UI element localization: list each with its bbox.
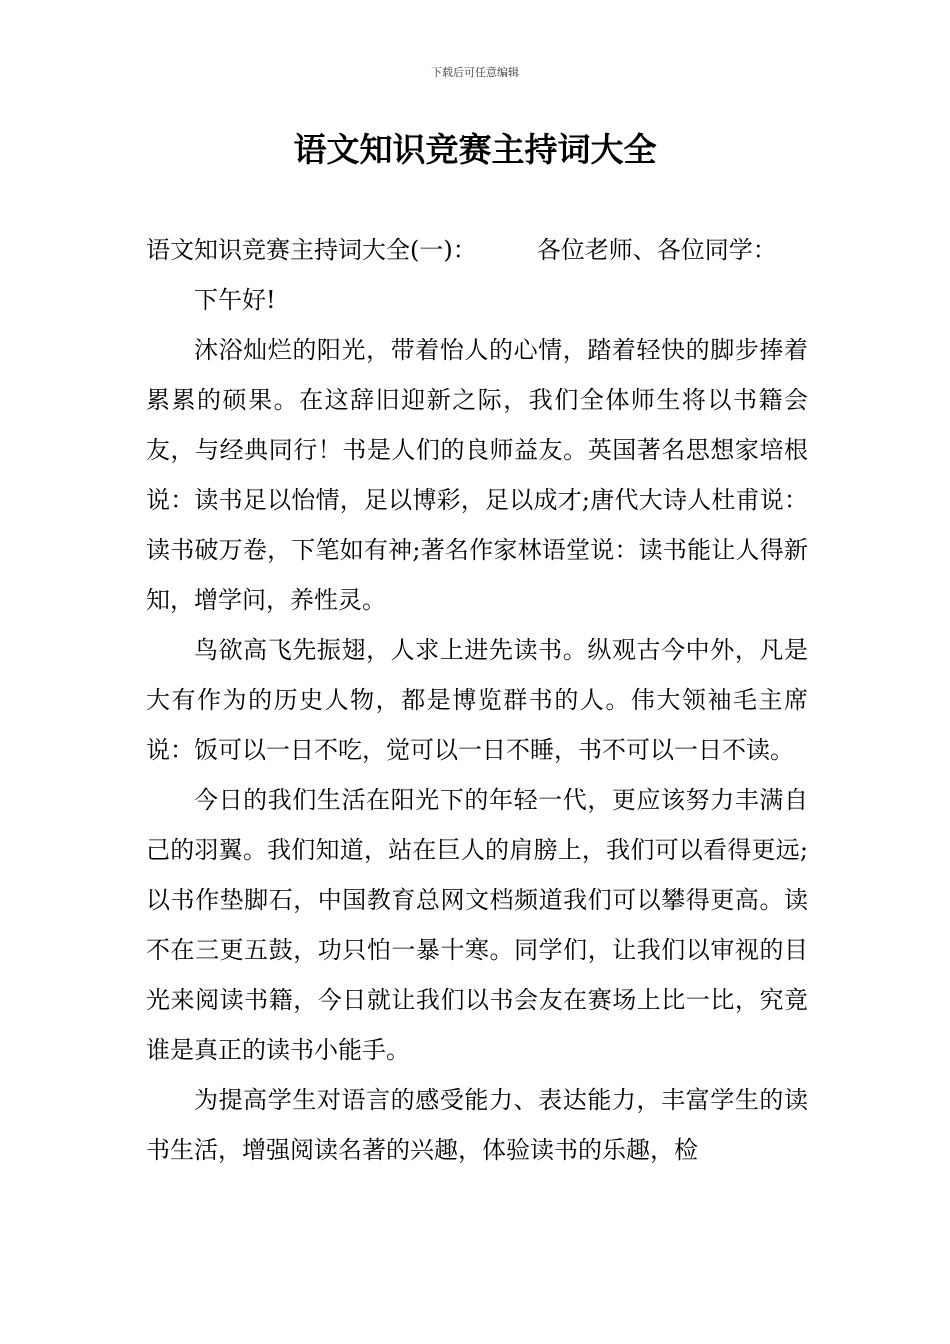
paragraph-3: 今日的我们生活在阳光下的年轻一代，更应该努力丰满自己的羽翼。我们知道，站在巨人的肩膀上，我们可以看得更远;以书作垫脚石，中国教育总网文档频道我们可以攀得更高。读不在三更五鼓，功只怕一暴十寒。同学们，让我们以审视的目光来阅读书籍，今日就让我们以书会友在赛场上比一比，究竟谁是真正的读书小能手。: [146, 786, 808, 1064]
header-note: 下载后可任意编辑: [431, 66, 519, 79]
paragraph-greeting: 下午好!: [194, 286, 276, 314]
paragraph-1: 沐浴灿烂的阳光，带着怡人的心情，踏着轻快的脚步捧着累累的硕果。在这辞旧迎新之际，我们全体师生将以书籍会友，与经典同行！书是人们的良师益友。英国著名思想家培根说：读书足以怡情，足以博彩，足以成才;唐代大诗人杜甫说：读书破万卷，下笔如有神;著名作家林语堂说：读书能让人得新知，增学问，养性灵。: [146, 336, 808, 614]
opening-salutation: 各位老师、各位同学：: [536, 236, 777, 264]
opening-line: [146, 225, 808, 275]
paragraph-2: 鸟欲高飞先振翅，人求上进先读书。纵观古今中外，凡是大有作为的历史人物，都是博览群书的人。伟大领袖毛主席说：饭可以一日不吃，觉可以一日不睡，书不可以一日不读。: [146, 636, 808, 764]
document-title: 语文知识竞赛主持词大全: [293, 130, 657, 169]
opening-heading: 语文知识竞赛主持词大全(一)：: [146, 236, 477, 264]
document-body: [146, 225, 808, 1175]
paragraph-4: 为提高学生对语言的感受能力、表达能力，丰富学生的读书生活，增强阅读名著的兴趣，体验读书的乐趣，检: [146, 1086, 808, 1164]
